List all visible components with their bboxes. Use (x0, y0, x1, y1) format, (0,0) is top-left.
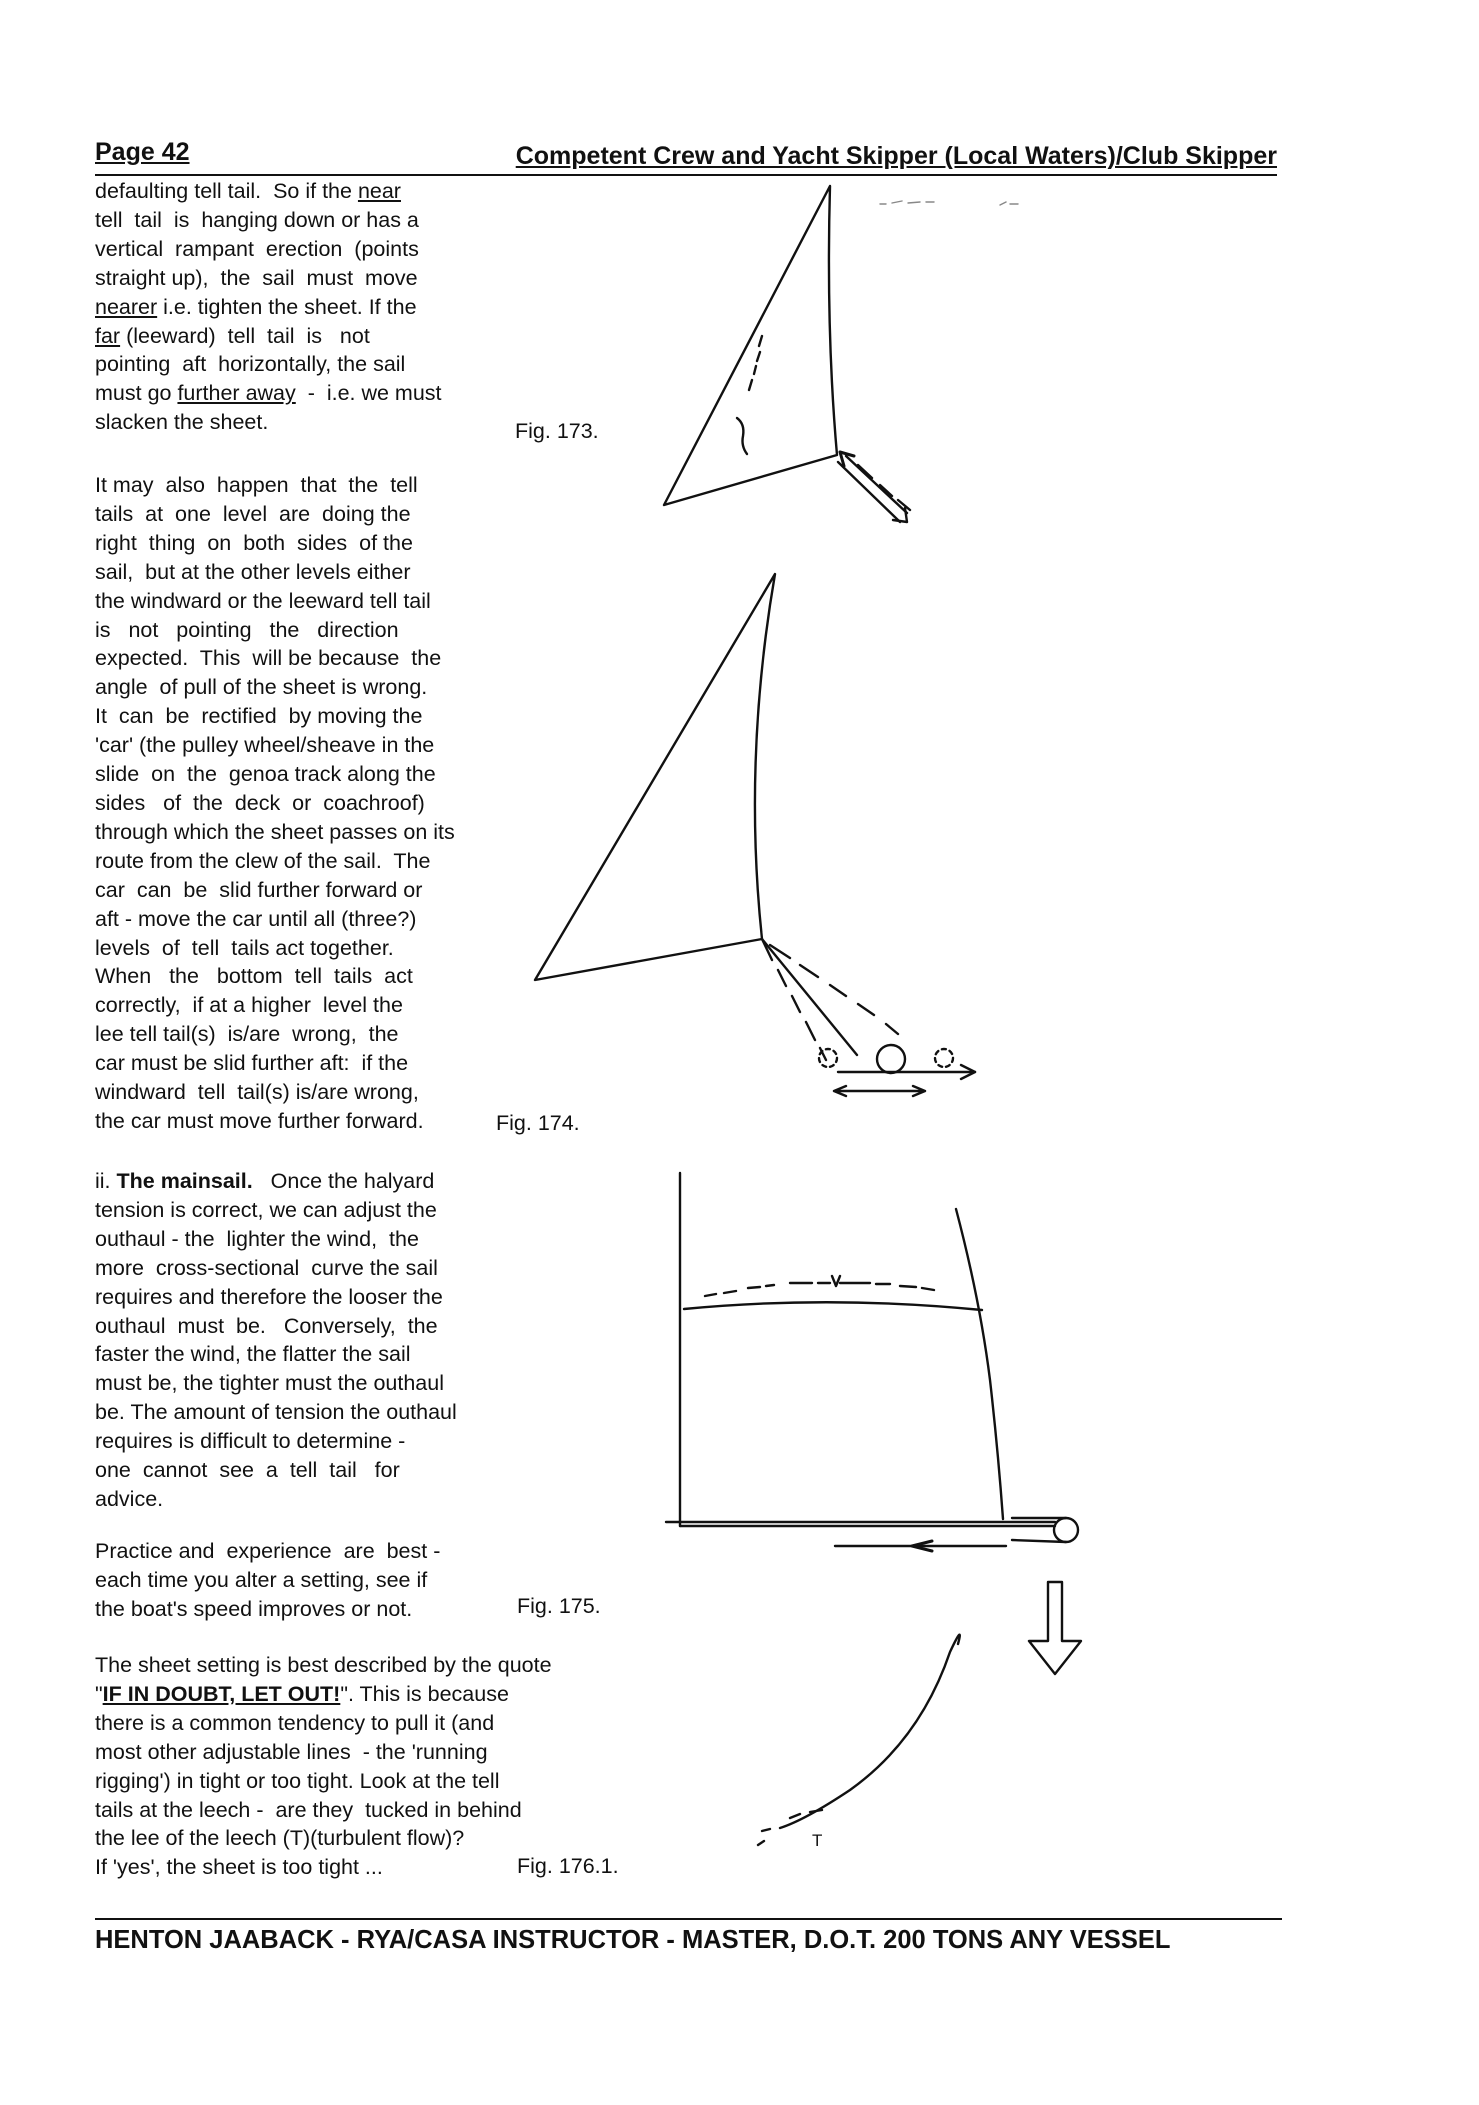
fig-174-car-fwd-position (819, 1049, 837, 1067)
scan-noise-marks (880, 201, 1018, 205)
paragraph-car-adjustment: It may also happen that the tell tails at one level are doing the right thing on both sides of the sail, but at the other levels either the windward or the leeward tell tail is not pointing the direction expected. This will be because the angle of pull of the sheet is wrong. It can be rectified by moving the 'car' (the pulley wheel/sheave in the slide on the genoa track along the sides of the deck or coachroof) through which the sheet passes on its route from the clew of the sail. The car can be slid further forward or aft - move the car until all (three?) levels of tell tails act together. When the bottom tell tails act correctly, if at a higher level the lee tell tail(s) is/are wrong, the car must be slid further aft: if the windward tell tail(s) is/are wrong, the car must move further forward. (95, 473, 455, 1133)
fig-174-sheet-dashed-aft (770, 945, 898, 1034)
far-underlined: far (95, 323, 121, 348)
running-title: Competent Crew and Yacht Skipper (Local Waters)/Club Skipper (515, 142, 1277, 170)
fig-176-label: Fig. 176.1. (517, 1854, 619, 1878)
fig-173-sail (664, 186, 837, 505)
fig-175-draft-curve (684, 1302, 982, 1310)
fig-175-boom (666, 1522, 1055, 1526)
near-underlined: near (357, 179, 401, 203)
fig-174-car-aft-position (935, 1049, 953, 1067)
fig-174-sheet-solid (762, 939, 857, 1055)
fig-174-sail (535, 574, 775, 980)
turbulent-flow-T-label: T (812, 1831, 823, 1850)
fig-173-label: Fig. 173. (515, 419, 599, 443)
fig-174-double-arrow (834, 1086, 925, 1096)
fig-173-arrow-up (840, 452, 854, 466)
fig-173-jib-diagram (664, 186, 910, 522)
fig-173-telltail-upper (749, 336, 762, 390)
fig-176-leech-curve (780, 1635, 960, 1828)
further-away-underlined: further away (177, 381, 296, 406)
fig-175-mainsail-diagram (666, 1173, 1078, 1551)
fig-174-jib-diagram (535, 574, 975, 1096)
let-out-quote: IF IN DOUBT, LET OUT! (102, 1681, 341, 1706)
fig-175-label: Fig. 175. (517, 1594, 601, 1618)
fig-176-down-arrow (1029, 1582, 1081, 1674)
fig-174-label: Fig. 174. (496, 1111, 580, 1135)
mainsail-heading: The mainsail. (116, 1169, 253, 1193)
page-footer: HENTON JAABACK - RYA/CASA INSTRUCTOR - MASTER, D.O.T. 200 TONS ANY VESSEL (95, 1926, 1171, 1954)
fig-174-sheet-dashed-fwd (762, 939, 826, 1060)
paragraph-practice: Practice and experience are best - each time you alter a setting, see if the boat's speed improves or not. (95, 1539, 441, 1621)
paragraph-mainsail: ii. The mainsail. Once the halyard tension is correct, we can adjust the outhaul - the lighter the wind, the more cross-sectional curve the sail requires and therefore the looser the outhaul must be. Conversely, the faster the wind, the flatter the sail must be, the tighter must the outhaul be. The amount of tension the outhaul requires is difficult to determine - one cannot see a tell tail for advice. (95, 1169, 457, 1511)
nearer-underlined: nearer (95, 294, 158, 319)
fig-175-leech (956, 1209, 1003, 1519)
fig-175-outhaul-pulley (1054, 1518, 1078, 1542)
paragraph-sheet-setting: The sheet setting is best described by the quote "IF IN DOUBT, LET OUT!". This is because there is a common tendency to pull it (and most other adjustable lines - the 'running rigging') in tight or too tight. Look at the tell tails at the leech - are they tucked in behind the lee of the leech (T)(turbulent flow)? If 'yes', the sheet is too tight ... (95, 1653, 552, 1880)
fig-173-sheet-line (838, 456, 907, 522)
fig-176-turbulent-flow (758, 1810, 822, 1845)
fig-173-telltail-lower (737, 418, 747, 454)
fig-175-flow-dashes (705, 1283, 934, 1296)
footer-rule (95, 1918, 1282, 1920)
fig-174-car-pulley (877, 1045, 905, 1073)
fig-173-arrow-down (893, 508, 907, 522)
paragraph-tell-tail-near-far: defaulting tell tail. So if the near tell tail is hanging down or has a vertical rampant erection (points straight up), the sail must move nearer i.e. tighten the sheet. If the far (leeward) tell tail is not pointing aft horizontally, the sail must go further away - i.e. we must slacken the sheet. (95, 179, 442, 435)
page-number: Page 42 (95, 138, 190, 166)
fig-175-tell-arrow (832, 1276, 840, 1286)
fig-176-leech-diagram (758, 1582, 1081, 1845)
